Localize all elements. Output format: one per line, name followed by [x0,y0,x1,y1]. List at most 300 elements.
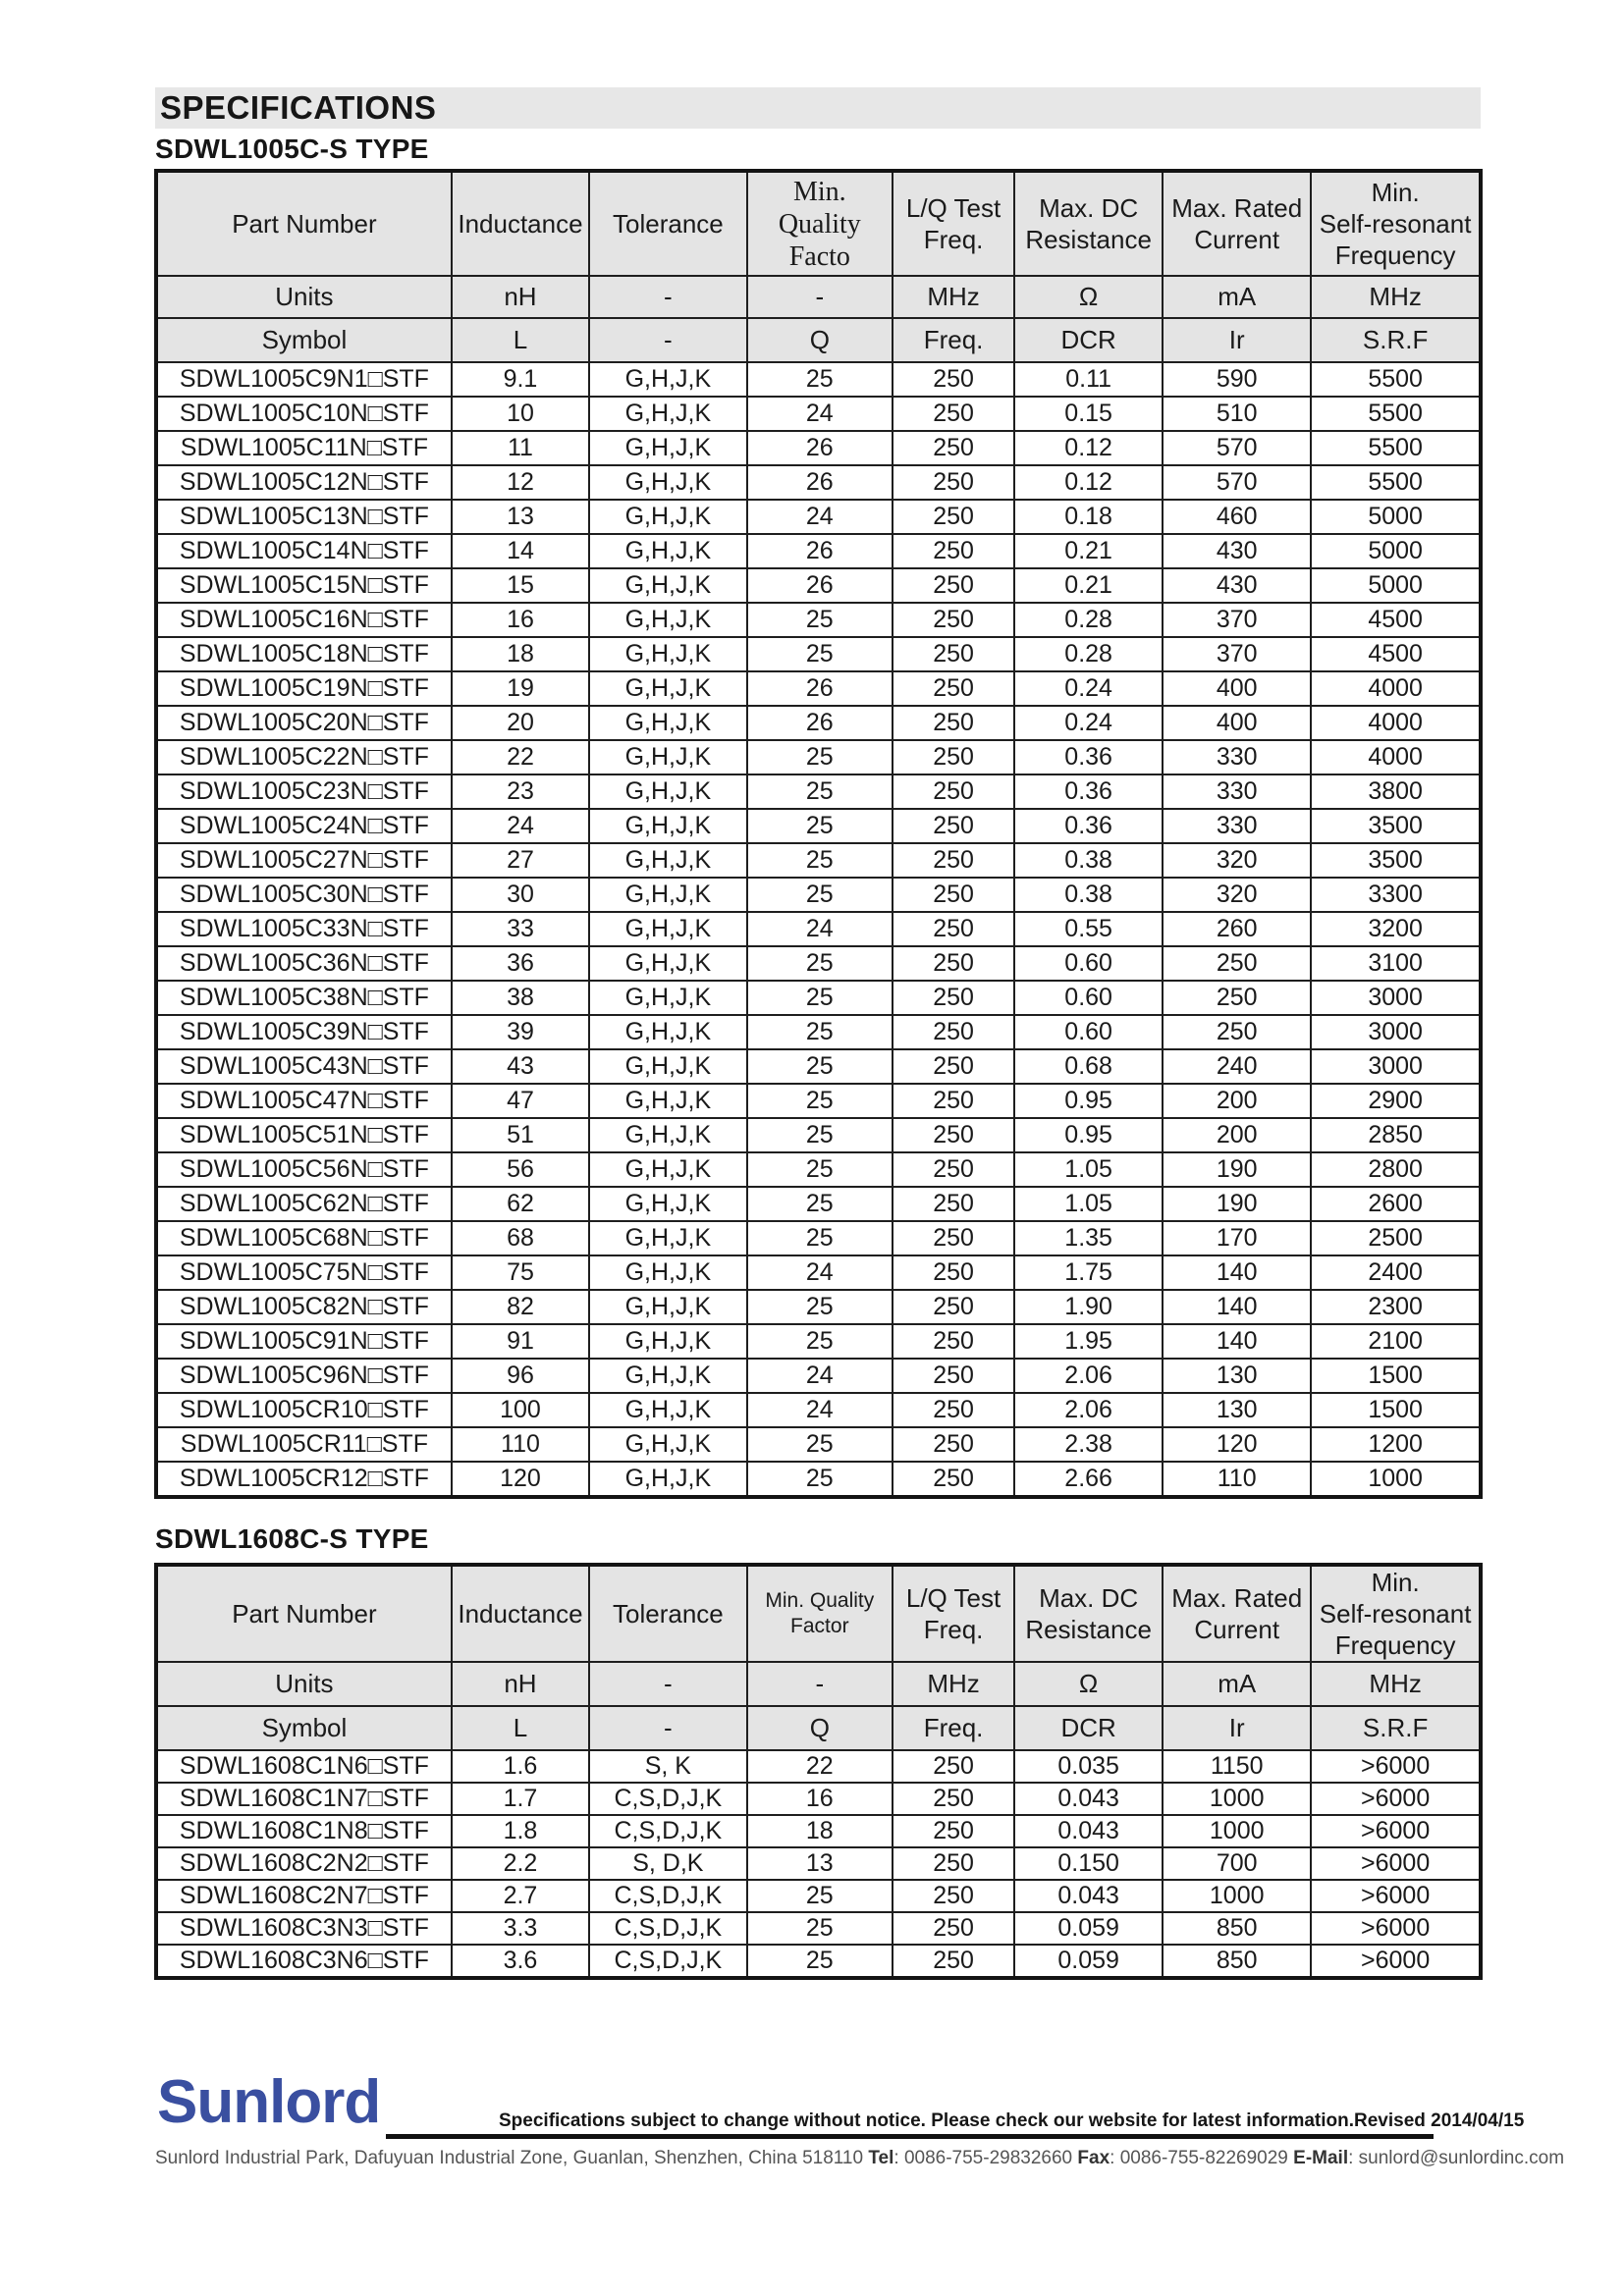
cell: 3100 [1311,946,1481,981]
cell: SDWL1005C36N□STF [156,946,452,981]
cell: - [589,1662,747,1706]
cell: 25 [747,1221,893,1255]
cell: 1.6 [452,1750,589,1783]
cell: 0.60 [1014,946,1163,981]
cell: 250 [893,568,1014,603]
cell: SDWL1005C62N□STF [156,1187,452,1221]
cell: 250 [893,740,1014,774]
cell: 2.06 [1014,1393,1163,1427]
cell: SDWL1005C13N□STF [156,500,452,534]
cell: S.R.F [1311,318,1481,362]
cell: 250 [893,1912,1014,1945]
cell: G,H,J,K [589,946,747,981]
cell: 250 [893,603,1014,637]
cell: >6000 [1311,1847,1481,1880]
cell: 3200 [1311,912,1481,946]
cell: Q [747,1706,893,1750]
cell: 250 [893,774,1014,809]
symbol-row [156,318,1481,362]
cell: 250 [893,809,1014,843]
cell: G,H,J,K [589,465,747,500]
cell: 4500 [1311,637,1481,671]
cell: 250 [893,1152,1014,1187]
cell: 850 [1163,1945,1311,1978]
cell: 3500 [1311,843,1481,878]
cell: S, K [589,1750,747,1783]
cell: 0.36 [1014,774,1163,809]
cell: Symbol [156,1706,452,1750]
column-header: Inductance [452,171,589,276]
cell: Q [747,318,893,362]
cell: 3.6 [452,1945,589,1978]
cell: 0.24 [1014,671,1163,706]
cell: 26 [747,534,893,568]
cell: 25 [747,1427,893,1462]
cell: 1.90 [1014,1290,1163,1324]
cell: 27 [452,843,589,878]
cell: 12 [452,465,589,500]
cell: 250 [893,1118,1014,1152]
cell: SDWL1005C20N□STF [156,706,452,740]
cell: 250 [1163,1015,1311,1049]
cell: 250 [893,1290,1014,1324]
cell: 0.059 [1014,1945,1163,1978]
cell: 24 [747,500,893,534]
cell: L [452,318,589,362]
cell: 330 [1163,809,1311,843]
cell: SDWL1005C27N□STF [156,843,452,878]
cell: 5000 [1311,534,1481,568]
cell: SDWL1005C43N□STF [156,1049,452,1084]
cell: 25 [747,1912,893,1945]
email-label: E-Mail [1293,2148,1349,2168]
column-header: Max. Rated Current [1163,1565,1311,1662]
cell: 25 [747,878,893,912]
cell: SDWL1005C47N□STF [156,1084,452,1118]
cell: 47 [452,1084,589,1118]
cell: 0.21 [1014,534,1163,568]
cell: G,H,J,K [589,843,747,878]
cell: L [452,1706,589,1750]
fax-label: Fax [1077,2148,1110,2168]
cell: G,H,J,K [589,1359,747,1393]
cell: 25 [747,1880,893,1912]
cell: SDWL1608C2N2□STF [156,1847,452,1880]
cell: 1.7 [452,1783,589,1815]
cell: 700 [1163,1847,1311,1880]
cell: 510 [1163,397,1311,431]
cell: 0.11 [1014,362,1163,397]
cell: 0.68 [1014,1049,1163,1084]
cell: SDWL1608C2N7□STF [156,1880,452,1912]
cell: 250 [893,912,1014,946]
cell: 51 [452,1118,589,1152]
cell: G,H,J,K [589,809,747,843]
cell: 25 [747,637,893,671]
cell: SDWL1005C24N□STF [156,809,452,843]
cell: SDWL1005C19N□STF [156,671,452,706]
column-header: L/Q Test Freq. [893,1565,1014,1662]
cell: 250 [893,362,1014,397]
cell: 250 [893,1880,1014,1912]
cell: SDWL1005CR12□STF [156,1462,452,1497]
cell: G,H,J,K [589,637,747,671]
cell: 16 [452,603,589,637]
cell: SDWL1608C1N8□STF [156,1815,452,1847]
cell: 3300 [1311,878,1481,912]
data-row [156,1118,1481,1152]
cell: >6000 [1311,1750,1481,1783]
cell: G,H,J,K [589,878,747,912]
data-row [156,1393,1481,1427]
cell: - [589,318,747,362]
cell: 570 [1163,431,1311,465]
cell: 850 [1163,1912,1311,1945]
cell: SDWL1005C12N□STF [156,465,452,500]
cell: C,S,D,J,K [589,1880,747,1912]
cell: 0.28 [1014,603,1163,637]
cell: 1.05 [1014,1187,1163,1221]
cell: 24 [747,1359,893,1393]
cell: SDWL1005C68N□STF [156,1221,452,1255]
cell: C,S,D,J,K [589,1783,747,1815]
cell: G,H,J,K [589,603,747,637]
cell: 26 [747,465,893,500]
cell: nH [452,1662,589,1706]
cell: 2100 [1311,1324,1481,1359]
cell: Symbol [156,318,452,362]
cell: 24 [452,809,589,843]
cell: C,S,D,J,K [589,1945,747,1978]
column-header: Part Number [156,1565,452,1662]
cell: 0.12 [1014,465,1163,500]
cell: 0.55 [1014,912,1163,946]
cell: 25 [747,1084,893,1118]
cell: 16 [747,1783,893,1815]
cell: SDWL1005C18N□STF [156,637,452,671]
column-header: Min. Quality Facto [747,171,893,276]
cell: 15 [452,568,589,603]
cell: 570 [1163,465,1311,500]
cell: G,H,J,K [589,1084,747,1118]
cell: 18 [747,1815,893,1847]
cell: 370 [1163,637,1311,671]
cell: SDWL1005C75N□STF [156,1255,452,1290]
cell: >6000 [1311,1945,1481,1978]
column-header-row [156,171,1481,276]
cell: Ω [1014,276,1163,318]
cell: G,H,J,K [589,1393,747,1427]
cell: 170 [1163,1221,1311,1255]
sdwl1005c-s-table [154,169,1483,1499]
cell: S, D,K [589,1847,747,1880]
cell: 250 [893,1359,1014,1393]
cell: 0.18 [1014,500,1163,534]
column-header-row [156,1565,1481,1662]
cell: SDWL1608C3N3□STF [156,1912,452,1945]
cell: 25 [747,809,893,843]
cell: 1.8 [452,1815,589,1847]
cell: 250 [893,1393,1014,1427]
cell: SDWL1005C16N□STF [156,603,452,637]
section-header-bar [155,87,1481,129]
cell: 250 [893,671,1014,706]
cell: G,H,J,K [589,1015,747,1049]
cell: 250 [893,981,1014,1015]
cell: MHz [1311,276,1481,318]
cell: 130 [1163,1393,1311,1427]
cell: 10 [452,397,589,431]
cell: G,H,J,K [589,1221,747,1255]
cell: 250 [893,1015,1014,1049]
cell: - [589,1706,747,1750]
cell: 25 [747,603,893,637]
cell: SDWL1005C9N1□STF [156,362,452,397]
cell: SDWL1005C91N□STF [156,1324,452,1359]
cell: 5000 [1311,500,1481,534]
data-row [156,1084,1481,1118]
cell: 13 [747,1847,893,1880]
column-header: Max. DC Resistance [1014,1565,1163,1662]
cell: MHz [1311,1662,1481,1706]
cell: - [589,276,747,318]
cell: 0.035 [1014,1750,1163,1783]
cell: 250 [893,1815,1014,1847]
cell: 190 [1163,1187,1311,1221]
cell: 0.043 [1014,1783,1163,1815]
cell: Ω [1014,1662,1163,1706]
cell: >6000 [1311,1912,1481,1945]
cell: DCR [1014,1706,1163,1750]
cell: 20 [452,706,589,740]
cell: - [747,276,893,318]
cell: 1500 [1311,1359,1481,1393]
cell: 250 [893,500,1014,534]
cell: G,H,J,K [589,568,747,603]
cell: SDWL1005C10N□STF [156,397,452,431]
data-row [156,534,1481,568]
cell: 250 [893,1084,1014,1118]
cell: SDWL1005C22N□STF [156,740,452,774]
cell: 250 [893,1049,1014,1084]
cell: 250 [893,946,1014,981]
data-row [156,912,1481,946]
cell: SDWL1005C39N□STF [156,1015,452,1049]
cell: 320 [1163,878,1311,912]
cell: 26 [747,706,893,740]
symbol-row [156,1706,1481,1750]
cell: 330 [1163,774,1311,809]
cell: 68 [452,1221,589,1255]
cell: 43 [452,1049,589,1084]
cell: 62 [452,1187,589,1221]
cell: 1150 [1163,1750,1311,1783]
cell: G,H,J,K [589,774,747,809]
cell: 250 [893,1783,1014,1815]
cell: 120 [452,1462,589,1497]
cell: G,H,J,K [589,1187,747,1221]
column-header: Max. Rated Current [1163,171,1311,276]
data-row [156,1359,1481,1393]
cell: Ir [1163,318,1311,362]
cell: 4000 [1311,671,1481,706]
cell: SDWL1005C15N□STF [156,568,452,603]
data-row [156,1015,1481,1049]
cell: 250 [893,397,1014,431]
cell: 1000 [1163,1783,1311,1815]
data-row [156,500,1481,534]
fax-value: : 0086-755-82269029 [1110,2148,1294,2168]
cell: 25 [747,1152,893,1187]
cell: 4000 [1311,740,1481,774]
data-row [156,1187,1481,1221]
cell: 250 [893,1221,1014,1255]
cell: 1000 [1163,1815,1311,1847]
cell: G,H,J,K [589,1290,747,1324]
cell: 2850 [1311,1118,1481,1152]
cell: 36 [452,946,589,981]
column-header: Part Number [156,171,452,276]
cell: 250 [893,1255,1014,1290]
cell: G,H,J,K [589,1049,747,1084]
cell: 25 [747,946,893,981]
column-header: L/Q Test Freq. [893,171,1014,276]
column-header: Max. DC Resistance [1014,171,1163,276]
cell: SDWL1608C3N6□STF [156,1945,452,1978]
cell: 140 [1163,1324,1311,1359]
cell: G,H,J,K [589,534,747,568]
cell: 19 [452,671,589,706]
cell: 25 [747,362,893,397]
cell: 25 [747,1324,893,1359]
cell: 250 [893,878,1014,912]
cell: 25 [747,1049,893,1084]
cell: 130 [1163,1359,1311,1393]
data-row [156,1847,1481,1880]
cell: 250 [893,534,1014,568]
cell: SDWL1005C33N□STF [156,912,452,946]
cell: SDWL1005C96N□STF [156,1359,452,1393]
cell: 3000 [1311,1015,1481,1049]
data-row [156,397,1481,431]
cell: 22 [452,740,589,774]
email-value: : sunlord@sunlordinc.com [1348,2148,1565,2168]
cell: 25 [747,1945,893,1978]
cell: >6000 [1311,1783,1481,1815]
cell: 330 [1163,740,1311,774]
cell: 0.95 [1014,1118,1163,1152]
cell: 250 [893,465,1014,500]
data-row [156,981,1481,1015]
cell: 24 [747,1393,893,1427]
footer-address [155,2148,1565,2169]
footer-note-row [386,2110,1525,2132]
cell: 14 [452,534,589,568]
cell: 82 [452,1290,589,1324]
cell: G,H,J,K [589,500,747,534]
cell: 39 [452,1015,589,1049]
data-row [156,671,1481,706]
data-row [156,706,1481,740]
column-header: Min. Quality Factor [747,1565,893,1662]
cell: 110 [1163,1462,1311,1497]
cell: G,H,J,K [589,671,747,706]
data-row [156,362,1481,397]
cell: 38 [452,981,589,1015]
cell: 0.38 [1014,843,1163,878]
cell: 0.38 [1014,878,1163,912]
cell: SDWL1005C56N□STF [156,1152,452,1187]
column-header: Inductance [452,1565,589,1662]
cell: G,H,J,K [589,362,747,397]
data-row [156,1945,1481,1978]
cell: 2300 [1311,1290,1481,1324]
cell: >6000 [1311,1880,1481,1912]
data-row [156,1912,1481,1945]
cell: 100 [452,1393,589,1427]
cell: - [747,1662,893,1706]
units-row [156,1662,1481,1706]
cell: 3000 [1311,981,1481,1015]
cell: S.R.F [1311,1706,1481,1750]
cell: mA [1163,276,1311,318]
tel-value: : 0086-755-29832660 [893,2148,1078,2168]
cell: SDWL1005C11N□STF [156,431,452,465]
data-row [156,1255,1481,1290]
footer-top [155,2068,1525,2138]
cell: 25 [747,774,893,809]
data-row [156,1427,1481,1462]
cell: G,H,J,K [589,706,747,740]
cell: 1.35 [1014,1221,1163,1255]
cell: 0.150 [1014,1847,1163,1880]
footer-note: Specifications subject to change without notice. Please check our website for latest information. [499,2110,1355,2131]
cell: 2.38 [1014,1427,1163,1462]
cell: 22 [747,1750,893,1783]
column-header: Tolerance [589,1565,747,1662]
cell: >6000 [1311,1815,1481,1847]
cell: 0.059 [1014,1912,1163,1945]
sdwl1608c-s-table [154,1563,1483,1980]
cell: 0.043 [1014,1815,1163,1847]
cell: 0.15 [1014,397,1163,431]
data-row [156,1750,1481,1783]
cell: 25 [747,1015,893,1049]
data-row [156,878,1481,912]
cell: 18 [452,637,589,671]
section-title: SPECIFICATIONS [160,89,437,126]
cell: G,H,J,K [589,1324,747,1359]
cell: 24 [747,912,893,946]
tel-label: Tel [868,2148,894,2168]
cell: mA [1163,1662,1311,1706]
cell: 250 [1163,981,1311,1015]
cell: 1500 [1311,1393,1481,1427]
data-row [156,1290,1481,1324]
cell: G,H,J,K [589,1118,747,1152]
cell: 33 [452,912,589,946]
cell: G,H,J,K [589,740,747,774]
cell: 56 [452,1152,589,1187]
cell: 250 [893,1187,1014,1221]
cell: 0.21 [1014,568,1163,603]
cell: Freq. [893,318,1014,362]
cell: 11 [452,431,589,465]
cell: 250 [893,706,1014,740]
cell: 2.66 [1014,1462,1163,1497]
data-row [156,1462,1481,1497]
cell: 26 [747,568,893,603]
